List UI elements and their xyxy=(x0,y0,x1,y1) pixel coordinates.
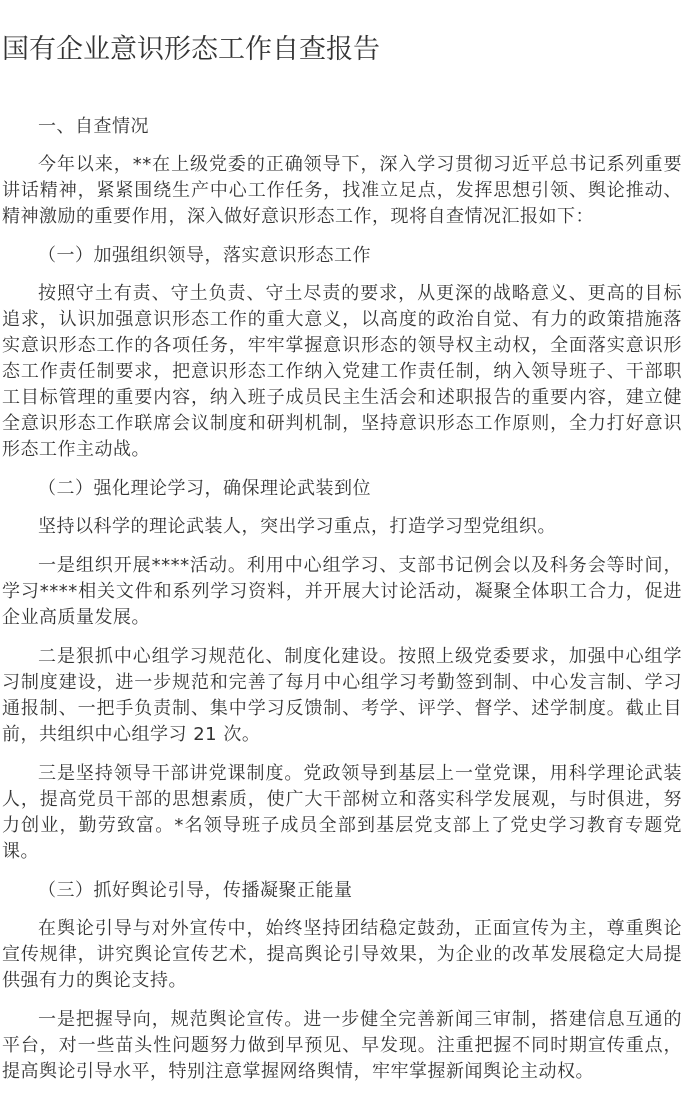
body-paragraph: 一是把握导向，规范舆论宣传。进一步健全完善新闻三审制，搭建信息互通的平台，对一些苗头性问题努力做到早预见、早发现。注重把握不同时期宣传重点，提高舆论引导水平，特别注意掌握网络舆情，牢牢掌握新闻舆论主动权。 xyxy=(2,1009,682,1082)
document-body xyxy=(2,114,682,1097)
subsection-heading: （三）抓好舆论引导，传播凝聚正能量 xyxy=(38,880,353,901)
section-heading: 一、自查情况 xyxy=(38,116,149,137)
body-paragraph: 坚持以科学的理论武装人，突出学习重点，打造学习型党组织。 xyxy=(38,516,556,537)
body-paragraph: 三是坚持领导干部讲党课制度。党政领导到基层上一堂党课，用科学理论武装人，提高党员干部的思想素质，使广大干部树立和落实科学发展观，与时俱进，努力创业，勤劳致富。*名领导班子成员全部到基层党支部上了党史学习教育专题党课。 xyxy=(2,763,682,862)
body-paragraph: 今年以来，**在上级党委的正确领导下，深入学习贯彻习近平总书记系列重要讲话精神，紧紧围绕生产中心工作任务，找准立足点，发挥思想引领、舆论推动、精神激励的重要作用，深入做好意识形态工作，现将自查情况汇报如下： xyxy=(2,154,682,227)
body-paragraph: 在舆论引导与对外宣传中，始终坚持团结稳定鼓劲，正面宣传为主，尊重舆论宣传规律，讲究舆论宣传艺术，提高舆论引导效果，为企业的改革发展稳定大局提供强有力的舆论支持。 xyxy=(2,918,682,991)
body-paragraph: 二是狠抓中心组学习规范化、制度化建设。按照上级党委要求，加强中心组学习制度建设，进一步规范和完善了每月中心组学习考勤签到制、中心发言制、学习通报制、一把手负责制、集中学习反馈制、考学、评学、督学、述学制度。截止目前，共组织中心组学习 21 次。 xyxy=(2,646,682,745)
body-paragraph: 按照守土有责、守土负责、守土尽责的要求，从更深的战略意义、更高的目标追求，认识加强意识形态工作的重大意义，以高度的政治自觉、有力的政策措施落实意识形态工作的各项任务，牢牢掌握意识形态的领导权主动权，全面落实意识形态工作责任制要求，把意识形态工作纳入党建工作责任制，纳入领导班子、干部职工目标管理的重要内容，纳入班子成员民主生活会和述职报告的重要内容，建立健全意识形态工作联席会议制度和研判机制，坚持意识形态工作原则，全力打好意识形态工作主动战。 xyxy=(2,283,682,460)
body-paragraph: 一是组织开展****活动。利用中心组学习、支部书记例会以及科务会等时间，学习****相关文件和系列学习资料，并开展大讨论活动，凝聚全体职工合力，促进企业高质量发展。 xyxy=(2,555,682,628)
document-title: 国有企业意识形态工作自查报告 xyxy=(2,34,380,65)
subsection-heading: （二）强化理论学习，确保理论武装到位 xyxy=(38,478,371,499)
subsection-heading: （一）加强组织领导，落实意识形态工作 xyxy=(38,245,371,266)
